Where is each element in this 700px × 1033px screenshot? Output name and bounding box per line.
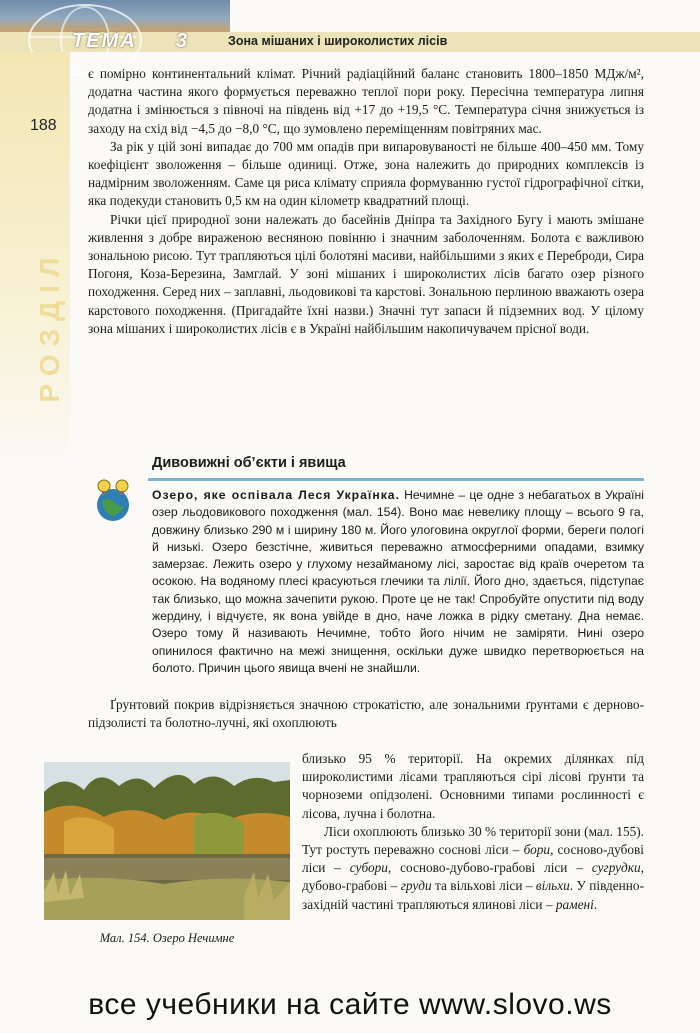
box-text (152, 487, 644, 677)
forest-text-a: Ліси охоплюють близько 30 % території зони (мал. 155). Тут ростуть переважно соснові ліси – (302, 823, 644, 858)
box-divider (148, 478, 644, 481)
paragraph-rivers: Річки цієї природної зони належать до басейнів Дніпра та Західного Бугу і мають змішане живлення з добре вираженою весняною повінню і значним заболоченням. Болота є важливою зональною рисою. Тут трапляються цілі болотяні масиви, найбільшими з яких є Переброди, Сира Погоня, Коза-Березина, Замглай. У зоні мішаних і широколистих лісів багато озер різного походження. Серед них – заплавні, льодовикові та карстові. Зональною перлиною вважають озера карстового походження. (Пригадайте їхні назви.) Значні тут запаси й підземних вод. У цілому зона мішаних і широколистих лісів є в Україні найбільшим накопичувачем прісної води. (88, 211, 644, 336)
main-text (88, 65, 644, 338)
page-number: 188 (30, 117, 57, 134)
box-lead: Озеро, яке оспівала Леся Українка. (152, 488, 400, 502)
box-body: Нечимне – це одне з небагатьох в Україні озер льодовикового походження (мал. 154). Воно має невелику площу – всього 9 га, довжину близько 290 м і ширину 180 м. Його улоговина округлої форми, береги пологі й низькі. Озеро безстічне, живиться переважно атмосферними опадами, взимку замерзає. Лежить озеро у глухому незайманому лісі, заростає від країв очеретом та осокою. На водяному плесі красуються глечики та лілії. Його дно, здається, підступає так близько, що можна зачепити рукою. Проте це не так! Спробуйте опустити під воду жердину, і відчуєте, як вона увійде в дно, наче ложка в рідку сметану. Дна немає. Озеро тому й називають Нечимне, тобто його нічим не заміряти. Нині озеро опинилося фактично на межі знищення, оскільки дуже швидко перетворюється на болото. Причин цього явища вчені не знайшли. (152, 488, 644, 675)
globe-lightbulb-icon (90, 478, 136, 524)
section-label: РОЗДІЛ (34, 249, 65, 403)
term-subory: субори (349, 860, 388, 876)
forest-text-g: . (593, 896, 598, 912)
paragraph-precipitation: За рік у цій зоні випадає до 700 мм опадів при випаровуваності не більше 400–450 мм. Тому коефіцієнт зволоження – більше одиниці. Отже, зона належить до природних комплексів із надмірним зволоженням. Саме ця риса клімату сприяла формуванню густої гідрографічної сітки, яка подекуди становить 0,5 км на один кілометр квадратний площі. (88, 138, 644, 209)
footer-banner: все учебники на сайте www.slovo.ws (88, 988, 612, 1021)
term-hrudy: груди (400, 878, 432, 894)
page-header (0, 0, 700, 52)
forest-text-c: , сосново-дубово-грабові ліси – (387, 860, 592, 876)
lake-nechymne-image (44, 762, 290, 920)
paragraph-soil-rest: близько 95 % території. На окремих ділянках під широколистими лісами трапляються сірі лісові ґрунти та чорноземи опідзолені. Основними типами рослинності є лісова, лучна і болотна. (302, 751, 644, 821)
figure-caption: Мал. 154. Озеро Нечимне (99, 931, 235, 945)
chapter-title: Зона мішаних і широколистих лісів (228, 34, 448, 48)
theme-number: 3 (176, 30, 188, 52)
term-ramen: рамені (555, 896, 594, 912)
paragraph-climate: є помірно континентальний клімат. Річний радіаційний баланс становить 1800–1850 МДж/м², додатна частина якого формується переважно теплої пори року. Пересічна температура липня додатна і змінюється з півночі на південь від +17 до +19,5 °С. Температура січня знижується із заходу на схід від −4,5 до −8,0 °С, що зумовлено переміщенням повітряних мас. (88, 66, 644, 136)
forest-text-f: . У південно-західній частині трапляються ялинові ліси – (302, 878, 644, 912)
soil-paragraph (88, 696, 644, 732)
paragraph-soil-start: Ґрунтовий покрив відрізняється значною строкатістю, але зональними ґрунтами є дерново-підзолисті та болотно-лучні, які охоплюють (88, 697, 644, 731)
lake-photo (44, 762, 290, 920)
term-vilkhy: вільхи (535, 878, 570, 894)
forest-text-e: та вільхові ліси – (431, 878, 536, 894)
box-title: Дивовижні об’єкти і явища (152, 455, 346, 471)
wrapped-text (302, 750, 644, 914)
paragraph-forests (302, 823, 644, 914)
theme-label: ТЕМА (72, 30, 137, 52)
term-suhrudky: сугрудки (591, 860, 641, 876)
forest-text-b: , сосново-дубові ліси – (302, 842, 644, 876)
forest-text-d: , дубово-грабові – (302, 860, 644, 894)
term-bory: бори (523, 842, 551, 858)
